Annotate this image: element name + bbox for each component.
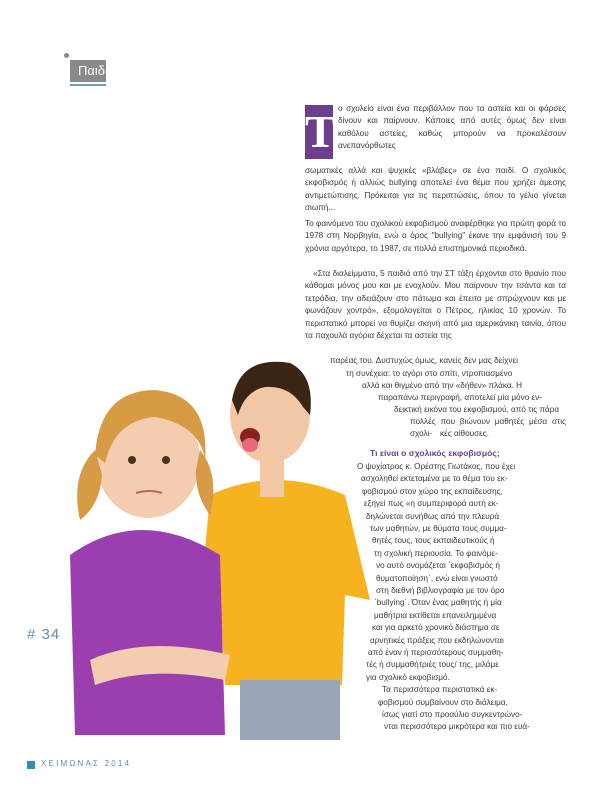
page-number: # 34 (27, 626, 61, 643)
quote-line: αλλά και θιγμένο από την «δήθεν» πλάκα. Η (362, 381, 523, 390)
column-line: Ο ψυχίατρος κ. Ορέστης Γιωτάκος, που έχει (357, 462, 516, 471)
footer-square (27, 761, 35, 769)
column-line: των μαθητών, με θύματα τους συμμα- (370, 524, 507, 533)
column-line: δηλώνεται συνήθως από την πλευρά (366, 511, 500, 521)
section-tag-dot (64, 53, 69, 58)
quote-line: δεικτική εικόνα του εκφοβισμού, από τις πάρα (394, 405, 560, 414)
quote-paragraph: «Στα διαλείμματα, 5 παιδιά από την ΣΤ τάξη έρχονται στο θρανίο που κάθομαι μόνος μου και με ενοχλούν. Μου παίρνουν την τσάντα και τα τετράδια, την αδειάζουν στο πάτωμα και έπειτα με σπρώχνουν και με φωνάζουν χοντρό», εξομολογείται ο Πέτρος, ηλικίας 10 χρονών. Το περιστατικό μπορεί να θυμίζει σκηνή από μια αμερικάνικη ταινία, όπου τα παχουλά αγόρια δέχεται τα αστεία της (305, 269, 566, 341)
column-line: ασχοληθεί εκτεταμένα με το θέμα του εκ- (361, 474, 508, 484)
section-subheading: Τι είναι ο σχολικός εκφοβισμός; (370, 448, 500, 458)
quote-line: κές αίθουσες. (440, 429, 490, 438)
column-line: και για αρκετό χρονικό διάστημα σε (372, 623, 500, 633)
section-tag-underline (70, 84, 106, 86)
section-tag: Παιδί (70, 60, 106, 82)
history-paragraph: Το φαινόμενο του σχολικού εκφοβισμού αναφέρθηκε για πρώτη φορά το 1978 στη Νορβηγία, ενώ ο όρος "bullying" έκανε την εμφάνισή του 9 χρόνια αργότερα, το 1987, σε πολλά επιστημονικά περιοδικά. (305, 219, 566, 253)
column-line: μαθήτρια εκτίθεται επανειλημμένα (374, 610, 497, 620)
girl-figure (70, 390, 230, 735)
column-line: από έναν ή περισσότερους συμμαθη- (368, 648, 504, 657)
column-line: ΄bullying΄. Όταν ένας μαθητής ή μία (374, 598, 502, 608)
column-line: θυματοποίηση΄, ενώ είναι γνωστό (376, 573, 498, 583)
drop-cap: Τ (305, 106, 336, 157)
column-line: θητές τους, τους εκπαιδευτικούς ή (372, 536, 495, 546)
quote-line: παρέας του. Δυστυχώς όμως, κανείς δεν μας δείχνει (330, 356, 518, 365)
intro-paragraph-rest: σωματικές αλλά και ψυχικές «βλάβες» σε ένα παιδί. Ο σχολικός εκφοβισμός ή αλλιώς bullying αποτελεί ένα θέμα που χρήζει άμεσης αντιμετώπισης. Πρόκειται για τις περιπτώσεις, όπου το γέλιο γίνεται σιωπή... (305, 166, 566, 213)
column-line: αρνητικές πράξεις που εκδηλώνονται (370, 635, 504, 645)
quote-line: πολλές που βιώνουν μαθητές μέσα στις σχολι- (410, 417, 566, 439)
intro-paragraph-first: ο σχολείο είναι ένα περιβάλλον που τα αστεία και οι φάρσες δίνουν και παίρνουν. Κάποιες από αυτές όμως δεν είναι καθόλου αστείες, καθώς μπορούν να προκαλέσουν ανεπανόρθωτες (338, 104, 566, 151)
children-photo (60, 355, 380, 740)
boy-figure (200, 362, 370, 740)
column-line: φοβισμού συμβαίνουν στο διάλειμα, (378, 697, 508, 707)
column-line: εξηγεί πως «η συμπεριφορά αυτή εκ- (364, 499, 499, 509)
column-line: στη διεθνή βιβλιογραφία με τον όρο (376, 586, 505, 595)
quote-line: τη συνέχεια: το αγόρι στο σπίτι, ντροπιασμένο (346, 369, 513, 378)
column-line: τη σχολική περιουσία. Το φαινόμε- (374, 548, 498, 558)
column-line: φοβισμού στον χώρο της εκπαίδευσης, (362, 486, 503, 496)
column-line: τές ή συμμαθήτριές τους/ της, μιλάμε (366, 660, 499, 670)
column-line: νται περισσότερα μικρότερα και πιο ευά- (384, 722, 530, 732)
column-line: ίσως γιατί στο προαύλιο συγκεντρώνο- (382, 710, 523, 719)
column-line: για σχολικό εκφοβισμό. (366, 672, 450, 682)
footer-issue: ΧΕΙΜΩΝΑΣ 2014 (41, 759, 132, 768)
quote-line: παραπάνω περιγραφή, αποτελεί μία μόνο εν- (378, 393, 542, 402)
column-line: Τα περισσότερα περιστατικά εκ- (382, 685, 498, 695)
column-line: νο αυτό ονομάζεται ΄εκφοβισμός ή (376, 561, 500, 571)
